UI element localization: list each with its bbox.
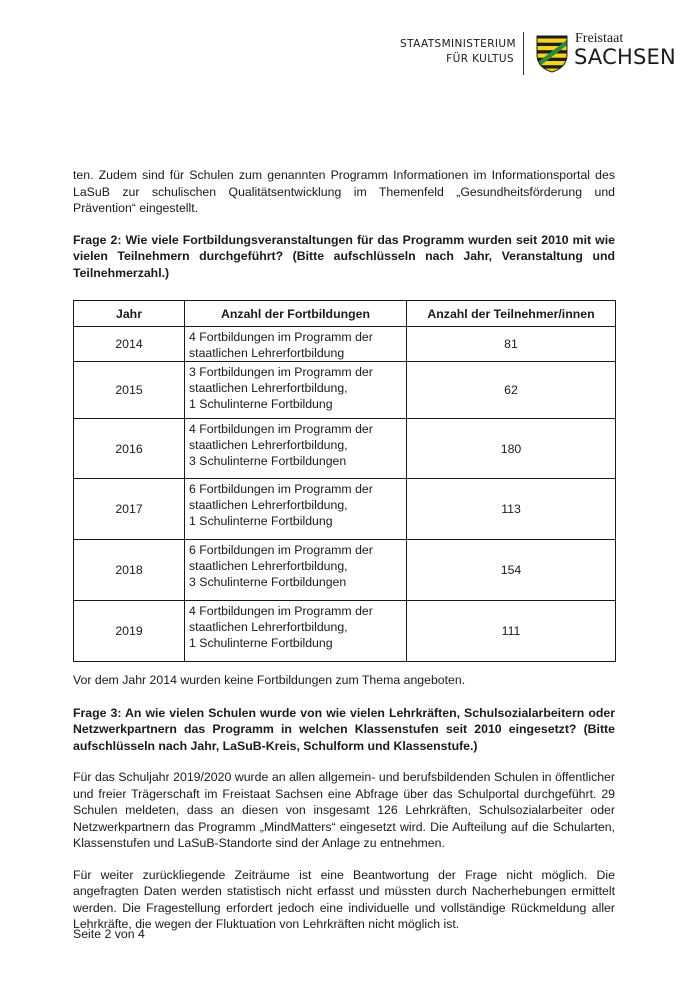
- question-2: Frage 2: Wie viele Fortbildungsveranstaltungen für das Programm wurden seit 2010 mit wie vielen Teilnehmern durchgeführt? (Bitte aufschlüsseln nach Jahr, Veranstaltung und Teilnehmerzahl.): [73, 232, 615, 280]
- table-row: [74, 362, 616, 419]
- trainings-cell: [185, 601, 407, 662]
- participants-cell: 180: [407, 419, 616, 479]
- trainings-line: staatlichen Lehrerfortbildung,: [189, 559, 348, 573]
- ministry-line-2: FÜR KULTUS: [446, 53, 514, 65]
- answer-3-paragraph-2: Für weiter zurückliegende Zeiträume ist eine Beantwortung der Frage nicht möglich. Die angefragten Daten werden statistisch nicht erfasst und müssten durch Nacherhebungen ermittelt werden. Die Fragestellung erfordert jedoch eine individuelle und vollständige Rückmeldung aller Lehrkräfte, die wegen der Fluktuation von Lehrkräften nicht möglich ist.: [73, 867, 615, 931]
- year-cell: 2016: [74, 419, 185, 479]
- trainings-line: staatlichen Lehrerfortbildung,: [189, 620, 348, 634]
- trainings-line: 1 Schulinterne Fortbildung: [189, 514, 333, 528]
- year-cell: 2019: [74, 601, 185, 662]
- table-row: [74, 601, 616, 662]
- saxony-coat-of-arms-icon: [536, 35, 568, 73]
- trainings-cell: [185, 540, 407, 601]
- trainings-line: 4 Fortbildungen im Programm der: [189, 604, 373, 618]
- trainings-line: 6 Fortbildungen im Programm der: [189, 482, 373, 496]
- page-number: Seite 2 von 4: [73, 927, 145, 941]
- training-table: [73, 300, 616, 662]
- trainings-line: 1 Schulinterne Fortbildung: [189, 397, 333, 411]
- note-after-table: Vor dem Jahr 2014 wurden keine Fortbildungen zum Thema angeboten.: [73, 673, 466, 687]
- letterhead: [400, 31, 676, 77]
- trainings-line: 6 Fortbildungen im Programm der: [189, 543, 373, 557]
- column-header-year: Jahr: [74, 301, 185, 327]
- ministry-name: [400, 37, 514, 67]
- trainings-line: 4 Fortbildungen im Programm der: [189, 330, 373, 344]
- table-row: [74, 419, 616, 479]
- year-cell: 2018: [74, 540, 185, 601]
- year-cell: 2014: [74, 327, 185, 362]
- intro-paragraph: ten. Zudem sind für Schulen zum genannten Programm Informationen im Informationsportal des LaSuB zur schulischen Qualitätsentwicklung im Themenfeld „Gesundheitsförderung und Prävention“ eingestellt.: [73, 168, 615, 215]
- freistaat-label: Freistaat: [575, 31, 624, 46]
- trainings-line: 3 Schulinterne Fortbildungen: [189, 575, 347, 589]
- column-header-trainings: Anzahl der Fortbildungen: [185, 301, 407, 327]
- trainings-line: staatlichen Lehrerfortbildung,: [189, 438, 348, 452]
- trainings-line: staatlichen Lehrerfortbildung,: [189, 381, 348, 395]
- trainings-cell: [185, 362, 407, 419]
- ministry-line-1: STAATSMINISTERIUM: [400, 38, 516, 50]
- answer-3-paragraph-1: Für das Schuljahr 2019/2020 wurde an allen allgemein- und berufsbildenden Schulen in öffentlicher und freier Trägerschaft im Freistaat Sachsen eine Abfrage über das Schulportal durchgeführt. 29 Schulen meldeten, dass an diesen von insgesamt 126 Lehrkräften, Schulsozialarbeiter oder Netzwerkpartnern das Programm „MindMatters“ eingesetzt wird. Die Aufteilung auf die Schularten, Klassenstufen und LaSuB-Standorte sind der Anlage zu entnehmen.: [73, 770, 615, 850]
- trainings-line: staatlichen Lehrerfortbildung,: [189, 498, 348, 512]
- participants-cell: 81: [407, 327, 616, 362]
- table-row: [74, 479, 616, 540]
- trainings-line: 1 Schulinterne Fortbildung: [189, 636, 333, 650]
- header-divider: [523, 32, 524, 75]
- trainings-cell: [185, 419, 407, 479]
- trainings-cell: [185, 327, 407, 362]
- trainings-line: staatlichen Lehrerfortbildung: [189, 346, 345, 360]
- participants-cell: 154: [407, 540, 616, 601]
- sachsen-label: SACHSEN: [574, 45, 676, 69]
- participants-cell: 62: [407, 362, 616, 419]
- trainings-line: 3 Schulinterne Fortbildungen: [189, 454, 347, 468]
- table-row: [74, 540, 616, 601]
- trainings-cell: [185, 479, 407, 540]
- participants-cell: 113: [407, 479, 616, 540]
- question-3: Frage 3: An wie vielen Schulen wurde von wie vielen Lehrkräften, Schulsozialarbeitern oder Netzwerkpartnern das Programm in welchen Klassenstufen seit 2010 eingesetzt? (Bitte aufschlüsseln nach Jahr, LaSuB-Kreis, Schulform und Klassenstufe.): [73, 705, 615, 753]
- trainings-line: 4 Fortbildungen im Programm der: [189, 422, 373, 436]
- year-cell: 2017: [74, 479, 185, 540]
- column-header-participants: Anzahl der Teilnehmer/innen: [407, 301, 616, 327]
- table-header-row: [74, 301, 616, 327]
- document-body: [73, 167, 615, 933]
- year-cell: 2015: [74, 362, 185, 419]
- participants-cell: 111: [407, 601, 616, 662]
- trainings-line: 3 Fortbildungen im Programm der: [189, 365, 373, 379]
- table-row: [74, 327, 616, 362]
